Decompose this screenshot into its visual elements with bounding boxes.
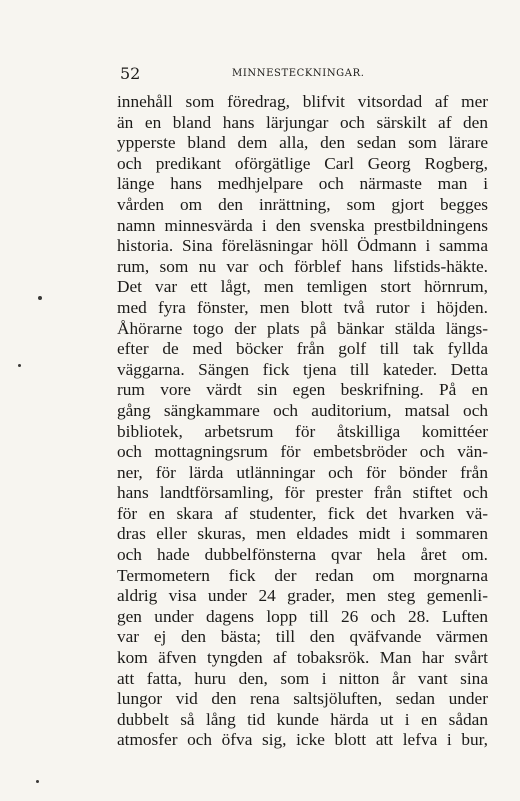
text-line: Det var ett lågt, men temligen stort hörnrum, xyxy=(117,277,488,297)
text-line: kom äfven tyngden af tobaksrök. Man har svårt xyxy=(117,648,488,668)
text-line: innehåll som föredrag, blifvit vitsordad af mer xyxy=(117,92,488,111)
text-line: ypperste bland dem alla, den sedan som lärare xyxy=(117,133,488,153)
body-text xyxy=(117,92,488,751)
text-line: att fatta, huru den, som i nitton år vant sina xyxy=(117,668,488,688)
text-line: rum, som nu var och förblef hans lifstids-häkte. xyxy=(117,256,488,276)
text-line: med fyra fönster, men blott två rutor i höjden. xyxy=(117,297,488,317)
text-line: ner, för lärda utlänningar och för bönder från xyxy=(117,462,488,482)
running-title: MINNESTECKNINGAR. xyxy=(232,68,365,79)
text-line: och predikant oförgätlige Carl Georg Rogberg, xyxy=(117,153,488,173)
text-line: bibliotek, arbetsrum för åtskilliga komittéer xyxy=(117,421,488,441)
page-header xyxy=(120,64,490,84)
text-line: dras eller skuras, men eldades midt i sommaren xyxy=(117,524,488,544)
text-line: namn minnesvärda i den svenska prestbildningens xyxy=(117,215,488,235)
text-line: än en bland hans lärjungar och särskilt af den xyxy=(117,112,488,132)
text-line: hans landtförsamling, för prester från stiftet och xyxy=(117,483,488,503)
text-line: atmosfer och öfva sig, icke blott att lefva i bur, xyxy=(117,730,488,750)
text-line: för en skara af studenter, fick det hvarken vä- xyxy=(117,503,488,523)
text-line: gen under dagens lopp till 26 och 28. Luften xyxy=(117,606,488,626)
text-line: lungor vid den rena saltsjöluften, sedan under xyxy=(117,689,488,709)
text-line: väggarna. Sängen fick tjena till kateder. Detta xyxy=(117,359,488,379)
text-line: historia. Sina föreläsningar höll Ödmann i samma xyxy=(117,236,488,256)
text-line: Termometern fick der redan om morgnarna xyxy=(117,565,488,585)
text-line: och hade dubbelfönsterna qvar hela året om. xyxy=(117,545,488,565)
margin-speck xyxy=(36,780,39,783)
text-line: dubbelt så lång tid kunde härda ut i en sådan xyxy=(117,709,488,729)
text-line: vården om den inrättning, som gjort begges xyxy=(117,194,488,214)
text-line: och mottagningsrum för embetsbröder och vän- xyxy=(117,442,488,462)
text-line: länge hans medhjelpare och närmaste man i xyxy=(117,174,488,194)
text-line: aldrig visa under 24 grader, men steg gemenli- xyxy=(117,586,488,606)
page-number: 52 xyxy=(120,64,141,83)
margin-speck xyxy=(38,296,42,300)
text-line: var ej den bästa; till den qväfvande värmen xyxy=(117,627,488,647)
margin-speck xyxy=(18,364,21,367)
text-line: Åhörarne togo der plats på bänkar stälda längs- xyxy=(117,318,488,338)
text-line: rum vore värdt sin egen beskrifning. På en xyxy=(117,380,488,400)
text-line: efter de med böcker från golf till tak fyllda xyxy=(117,339,488,359)
text-line: gång sängkammare och auditorium, matsal och xyxy=(117,400,488,420)
